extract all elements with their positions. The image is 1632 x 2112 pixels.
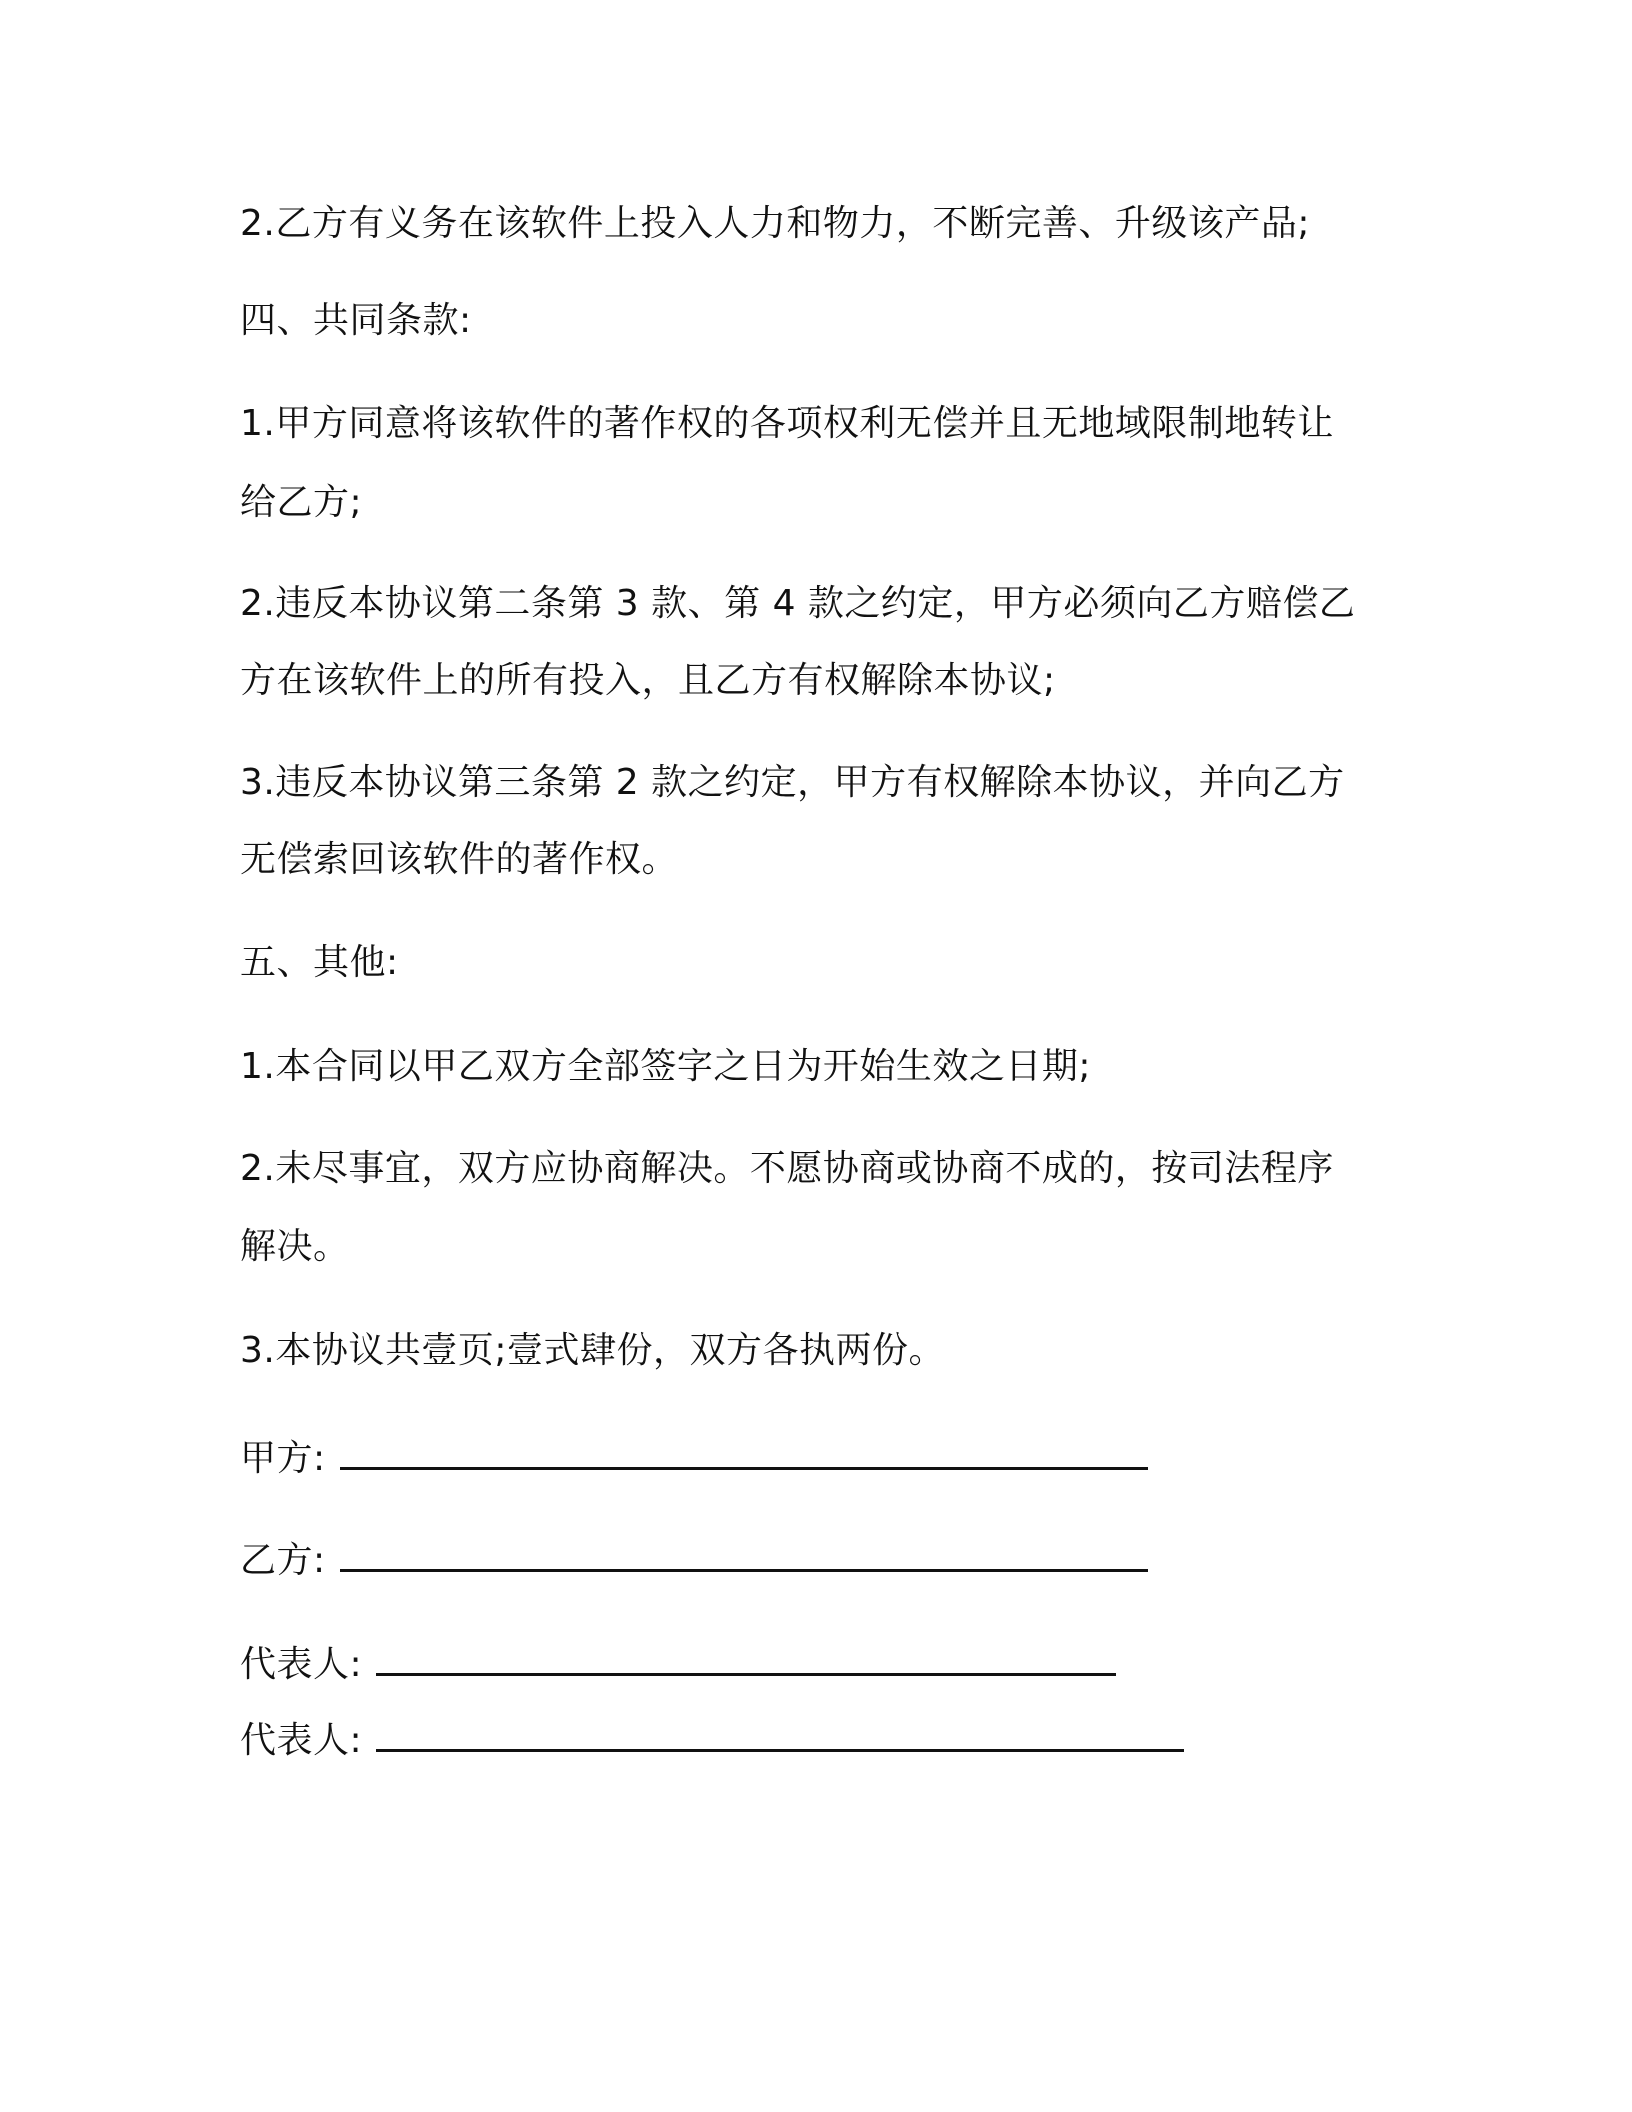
- signature-party-b: [240, 1539, 1148, 1583]
- signature-line[interactable]: [340, 1541, 1148, 1572]
- clause-text: 方在该软件上的所有投入，且乙方有权解除本协议;: [240, 660, 1056, 701]
- signature-representative-b: [240, 1719, 1184, 1763]
- clause-text: 2.未尽事宜，双方应协商解决。不愿协商或协商不成的，按司法程序: [240, 1148, 1334, 1189]
- signature-line[interactable]: [376, 1721, 1184, 1752]
- clause-text: 1.甲方同意将该软件的著作权的各项权利无偿并且无地域限制地转让: [240, 403, 1334, 444]
- signature-party-a: [240, 1437, 1148, 1481]
- clause-text: 3.违反本协议第三条第 2 款之约定，甲方有权解除本协议，并向乙方: [240, 762, 1345, 803]
- signature-label: 代表人:: [240, 1720, 363, 1761]
- signature-label: 甲方:: [240, 1438, 326, 1479]
- clause-text: 解决。: [240, 1226, 350, 1267]
- section-heading-common-terms: 四、共同条款:: [240, 300, 472, 341]
- clause-text: 给乙方;: [240, 482, 363, 523]
- signature-label: 代表人:: [240, 1644, 363, 1685]
- signature-label: 乙方:: [240, 1540, 326, 1581]
- clause-2-party-b-obligation: 2.乙方有义务在该软件上投入人力和物力，不断完善、升级该产品;: [240, 203, 1310, 244]
- signature-representative-a: [240, 1643, 1116, 1687]
- clause-text: 1.本合同以甲乙双方全部签字之日为开始生效之日期;: [240, 1046, 1091, 1087]
- signature-line[interactable]: [340, 1439, 1148, 1470]
- clause-text: 2.违反本协议第二条第 3 款、第 4 款之约定，甲方必须向乙方赔偿乙: [240, 583, 1356, 624]
- section-heading-other: 五、其他:: [240, 942, 399, 983]
- signature-line[interactable]: [376, 1645, 1116, 1676]
- clause-text: 3.本协议共壹页;壹式肆份，双方各执两份。: [240, 1330, 945, 1371]
- clause-text: 无偿索回该软件的著作权。: [240, 839, 679, 880]
